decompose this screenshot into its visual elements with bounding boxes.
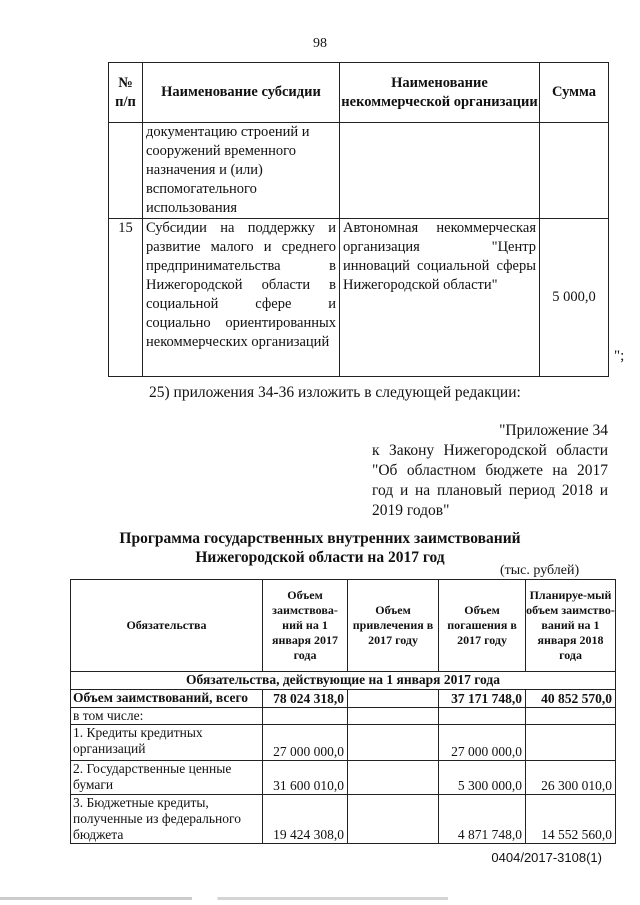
cell-jan1: [263, 708, 348, 725]
header-num: № п/п: [109, 63, 143, 123]
end-quote: ";: [614, 348, 625, 364]
cell-planned: [526, 708, 616, 725]
table-row: [71, 690, 616, 708]
section-title: Обязательства, действующие на 1 января 2017 года: [71, 672, 616, 690]
row-label: Объем заимствований, всего: [71, 690, 263, 708]
table-row: [109, 219, 609, 377]
section-row: [71, 672, 616, 690]
cell-repayment: 27 000 000,0: [439, 725, 526, 761]
header-repayment: Объем погашения в 2017 году: [439, 580, 526, 672]
row-label: 1. Кредиты кредитных организаций: [71, 725, 263, 761]
row-organization: Автономная некоммерческая организация "Центр инноваций социальной сферы Нижегородской области": [340, 219, 540, 377]
document-code: 0404/2017-3108(1): [491, 850, 602, 865]
appendix-line: 2019 годов": [372, 502, 450, 519]
scan-edge-artifact: [0, 897, 640, 900]
table-row: [109, 123, 609, 219]
cell-repayment: 5 300 000,0: [439, 761, 526, 795]
row-label: 3. Бюджетные кредиты, полученные из федерального бюджета: [71, 795, 263, 844]
row-label: в том числе:: [71, 708, 263, 725]
table-row: [71, 795, 616, 844]
cell-attraction: [348, 708, 439, 725]
row-label: 2. Государственные ценные бумаги: [71, 761, 263, 795]
table-row: [71, 725, 616, 761]
borrowings-table-header: [71, 580, 616, 672]
cell-jan1: 19 424 308,0: [263, 795, 348, 844]
cell-jan1: 27 000 000,0: [263, 725, 348, 761]
appendix-heading: [372, 421, 608, 521]
appendix-line: год и на плановый период 2018 и: [372, 482, 608, 499]
cell-repayment: [439, 708, 526, 725]
cell-planned: 40 852 570,0: [526, 690, 616, 708]
units-label: (тыс. рублей): [500, 563, 580, 578]
appendix-line: к Закону Нижегородской области: [372, 442, 608, 459]
row-subsidy-name: Субсидии на поддержку и развитие малого и среднего предпринимательства в Нижегородской области в социальной сфере и социально ориентированных некоммерческих организаций: [143, 219, 340, 377]
cell-attraction: [348, 761, 439, 795]
row-num: 15: [109, 219, 143, 377]
table-row: [71, 708, 616, 725]
appendix-line: "Приложение 34: [499, 422, 608, 439]
amendment-instruction: 25) приложения 34-36 изложить в следующей редакции:: [149, 384, 521, 401]
subsidies-table: [108, 62, 609, 377]
cell-planned: 14 552 560,0: [526, 795, 616, 844]
program-title-line: Нижегородской области на 2017 год: [195, 549, 445, 566]
cell-jan1: 31 600 010,0: [263, 761, 348, 795]
subsidies-table-header: [109, 63, 609, 123]
cell-jan1: 78 024 318,0: [263, 690, 348, 708]
header-planned: Планируе-мый объем заимство-ваний на 1 января 2018 года: [526, 580, 616, 672]
header-subsidy-name: Наименование субсидии: [143, 63, 340, 123]
header-volume-jan1: Объем заимствова-ний на 1 января 2017 года: [263, 580, 348, 672]
borrowings-table: [70, 579, 616, 844]
table-row: [71, 761, 616, 795]
appendix-line: "Об областном бюджете на 2017: [372, 462, 608, 479]
page-number: 98: [313, 36, 327, 51]
continued-subsidy-text: документацию строений и сооружений временного назначения и (или) вспомогательного использования: [143, 123, 340, 219]
program-title-line: Программа государственных внутренних заимствований: [119, 530, 521, 547]
header-sum: Сумма: [540, 63, 609, 123]
program-title: [0, 529, 640, 567]
cell-planned: [526, 725, 616, 761]
header-obligations: Обязательства: [71, 580, 263, 672]
cell-repayment: 37 171 748,0: [439, 690, 526, 708]
cell-attraction: [348, 795, 439, 844]
cell-planned: 26 300 010,0: [526, 761, 616, 795]
cell-attraction: [348, 725, 439, 761]
cell-repayment: 4 871 748,0: [439, 795, 526, 844]
row-sum: 5 000,0: [540, 219, 609, 377]
header-organization: Наименование некоммерческой организации: [340, 63, 540, 123]
cell-attraction: [348, 690, 439, 708]
header-attraction: Объем привлечения в 2017 году: [348, 580, 439, 672]
